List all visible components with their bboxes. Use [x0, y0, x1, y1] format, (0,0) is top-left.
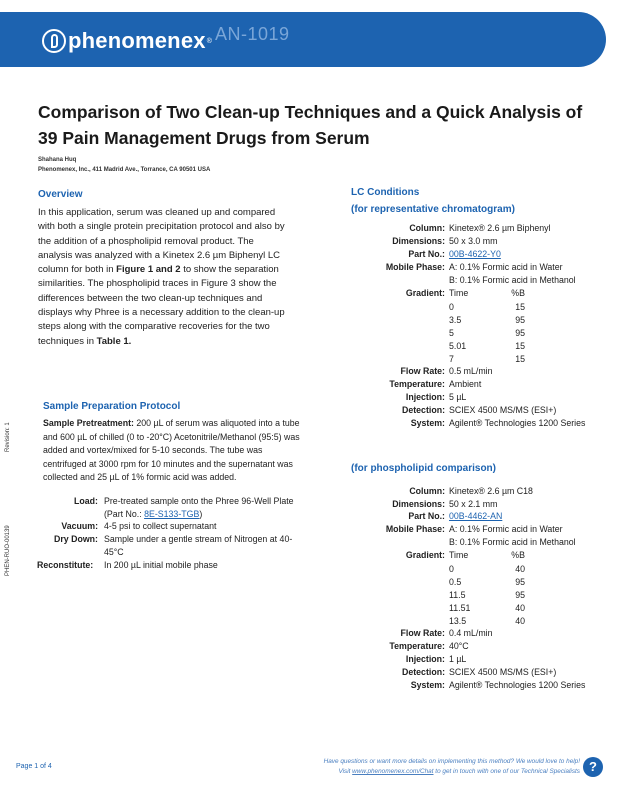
lc1-gradient-header: Gradient: Time %B — [405, 288, 525, 298]
help-icon[interactable]: ? — [583, 757, 603, 777]
lc1-gradient-row: 0 15 — [449, 302, 525, 312]
lc2-column: Column: Kinetex® 2.6 µm C18 — [409, 486, 533, 496]
lc2-temperature: Temperature: 40°C — [389, 641, 469, 651]
chat-link[interactable]: www.phenomenex.com/Chat — [352, 768, 434, 775]
help-text: Have questions or want more details on implementing this method? We would love to help! Visit www.phenomenex.com/Chat to get in touch with one of our Technical Specialists — [323, 758, 580, 775]
lc1-column: Column: Kinetex® 2.6 µm Biphenyl — [409, 223, 551, 233]
lc2-gradient-row: 11.5 95 — [449, 590, 525, 600]
lc2-detection: Detection: SCIEX 4500 MS/MS (ESI+) — [401, 667, 557, 677]
lc2-part-no: Part No.: 00B-4462-AN — [408, 511, 503, 521]
author-name: Shahana Huq — [38, 157, 77, 163]
author-block — [38, 155, 210, 175]
lc1-gradient-row: 7 15 — [449, 354, 525, 364]
lc2-system: System: Agilent® Technologies 1200 Series — [410, 680, 586, 690]
lc1-injection: Injection: 5 µL — [405, 392, 467, 402]
revision-label: Revision: 1 — [5, 422, 11, 452]
lc1-mobile-phase-b: B: 0.1% Formic acid in Methanol — [449, 275, 576, 285]
table-reference: Table 1. — [96, 335, 132, 347]
sample-pretreatment: Sample Pretreatment: 200 µL of serum was aliquoted into a tube and 600 µL of chilled (0 to -20°C) Acetonitrile/Methanol (95:5) was added and vortex/mixed for 5-10 seconds. The tube was centrifuged at 3000 rpm for 10 minutes and the supernatant was collected and 25 µL of 1% formic acid was added. — [43, 418, 300, 482]
sidebar-vertical-text — [5, 416, 13, 576]
lc2-gradient-row: 11.51 40 — [449, 603, 525, 613]
page-number: Page 1 of 4 — [16, 763, 52, 770]
lc2-injection: Injection: 1 µL — [405, 654, 467, 664]
lc1-dimensions: Dimensions: 50 x 3.0 mm — [392, 236, 498, 246]
lc2-gradient-header: Gradient: Time %B — [405, 550, 525, 560]
lc2-part-link[interactable]: 00B-4462-AN — [449, 511, 503, 521]
reconstitute-step: Reconstitute: In 200 µL initial mobile phase — [37, 560, 218, 570]
lc1-gradient-row: 5 95 — [449, 328, 525, 338]
lc2-gradient-row: 0 40 — [449, 564, 525, 574]
lc1-mobile-phase-a: Mobile Phase: A: 0.1% Formic acid in Water — [385, 262, 563, 272]
lc1-part-link[interactable]: 00B-4622-Y0 — [449, 249, 501, 259]
lc2-flow-rate: Flow Rate: 0.4 mL/min — [400, 628, 493, 638]
lc1-part-no: Part No.: 00B-4622-Y0 — [408, 249, 501, 259]
load-step: Load: Pre-treated sample onto the Phree 96-Well Plate (Part No.: 8E-S133-TGB) — [74, 496, 294, 519]
phenomenex-logo-icon — [42, 29, 66, 53]
brand-logo: phenomenex ® — [42, 26, 212, 56]
brand-name: phenomenex — [68, 28, 206, 53]
lc1-flow-rate: Flow Rate: 0.5 mL/min — [400, 366, 493, 376]
overview-heading: Overview — [38, 189, 83, 200]
author-affiliation: Phenomenex, Inc., 411 Madrid Ave., Torrance, CA 90501 USA — [38, 167, 211, 173]
lc1-subheading: (for representative chromatogram) — [351, 204, 515, 215]
lc1-temperature: Temperature: Ambient — [389, 379, 482, 389]
document-code: PHEN-RUO-00139 — [5, 525, 11, 576]
lc2-mobile-phase-b: B: 0.1% Formic acid in Methanol — [449, 537, 576, 547]
page-title: Comparison of Two Clean-up Techniques and a Quick Analysis of 39 Pain Management Drugs from Serum — [38, 102, 583, 148]
phree-part-link[interactable]: 8E-S133-TGB — [144, 508, 200, 519]
lc-conditions-heading: LC Conditions — [351, 187, 420, 198]
lc1-system: System: Agilent® Technologies 1200 Series — [410, 418, 586, 428]
document-id: AN-1019 — [215, 24, 290, 44]
overview-text: In this application, serum was cleaned up and compared with both a single protein precipitation protocol and also by the addition of a phospholipid removal product. The analysis was analyzed with a Kinetex 2.6 µm Biphenyl LC column for both in Figure 1 and 2 to show the separation similarities. The phospholipid traces in Figure 3 show the differences between the two clean-up techniques and displays why Phree is a necessary addition to the clean-up steps along with the comparative recoveries for the two techniques in Table 1. — [38, 207, 285, 347]
lc1-gradient-row: 5.01 15 — [449, 341, 525, 351]
lc2-mobile-phase-a: Mobile Phase: A: 0.1% Formic acid in Water — [385, 524, 563, 534]
lc2-gradient-row: 0.5 95 — [449, 577, 525, 587]
drydown-step: Dry Down: Sample under a gentle stream of Nitrogen at 40-45°C — [54, 534, 293, 557]
lc1-gradient-row: 3.5 95 — [449, 315, 525, 325]
lc2-gradient-row: 13.5 40 — [449, 616, 525, 626]
lc1-detection: Detection: SCIEX 4500 MS/MS (ESI+) — [401, 405, 557, 415]
lc2-subheading: (for phospholipid comparison) — [351, 463, 496, 474]
sample-prep-heading: Sample Preparation Protocol — [43, 401, 181, 412]
lc2-dimensions: Dimensions: 50 x 2.1 mm — [392, 499, 498, 509]
figure-reference: Figure 1 and 2 — [116, 264, 181, 276]
vacuum-step: Vacuum: 4-5 psi to collect supernatant — [61, 521, 217, 531]
